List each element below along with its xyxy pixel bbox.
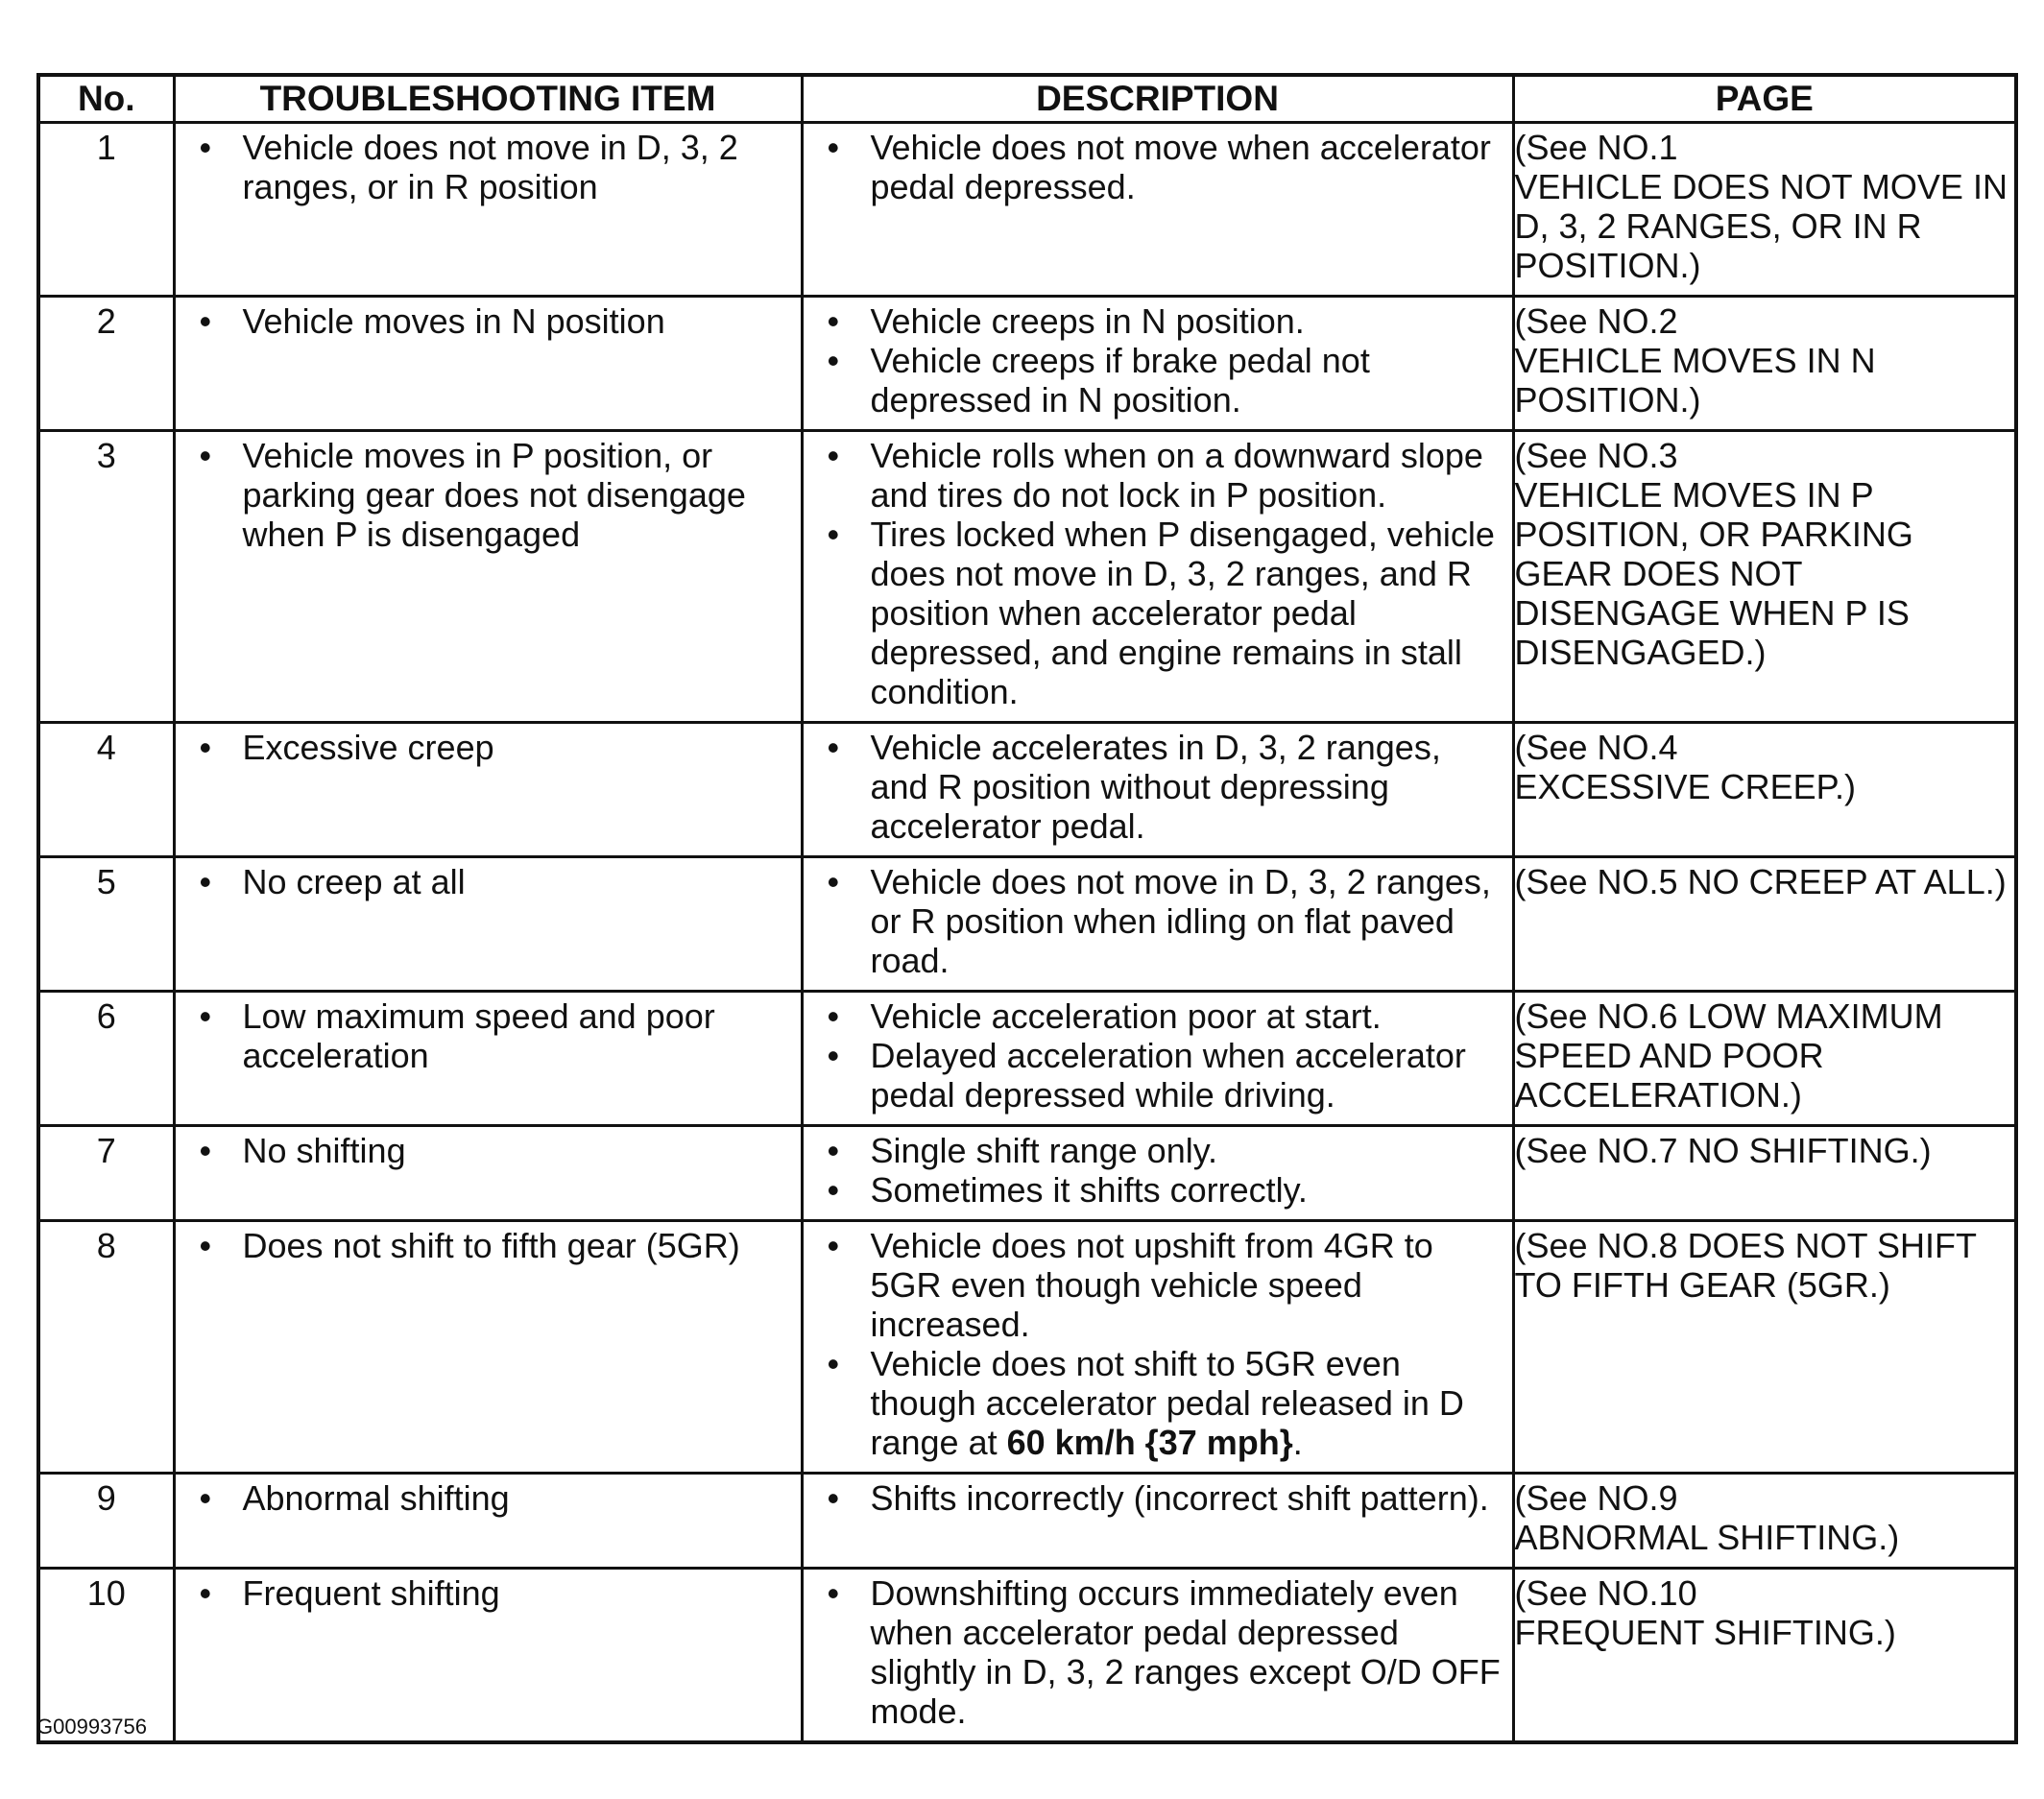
table-row [38,1126,2016,1221]
troubleshooting-item: • Does not shift to fifth gear (5GR) [176,1226,801,1265]
troubleshooting-item-cell [174,123,802,297]
page-reference-cell [1513,1221,2016,1474]
troubleshooting-item-cell [174,1221,802,1474]
troubleshooting-item: • Excessive creep [176,728,801,767]
description-text: Vehicle does not upshift from 4GR to 5GR even though vehicle speed increased. [870,1226,1433,1344]
description-item [804,728,1512,846]
page-reference: (See NO.7 NO SHIFTING.) [1514,1131,1932,1170]
page-reference: (See NO.1 VEHICLE DOES NOT MOVE IN D, 3, 2 RANGES, OR IN R POSITION.) [1514,128,2008,285]
description-text: Shifts incorrectly (incorrect shift pattern). [870,1478,1489,1518]
header-troubleshooting-item: TROUBLESHOOTING ITEM [174,75,802,123]
page-reference-cell [1513,1474,2016,1569]
description-item [804,1344,1512,1462]
description-cell [802,1569,1513,1743]
description-cell [802,1474,1513,1569]
page-reference-cell [1513,1569,2016,1743]
description-cell [802,431,1513,723]
description-text: Vehicle does not move in D, 3, 2 ranges, or R position when idling on flat paved road. [870,862,1491,980]
description-item [804,1226,1512,1344]
page-reference: (See NO.6 LOW MAXIMUM SPEED AND POOR ACCELERATION.) [1514,996,1943,1115]
page-reference-cell [1513,123,2016,297]
table-row [38,297,2016,431]
page-reference: (See NO.3 VEHICLE MOVES IN P POSITION, OR PARKING GEAR DOES NOT DISENGAGE WHEN P IS DISENGAGED.) [1514,436,1913,672]
table-row [38,1569,2016,1743]
description-item [804,1478,1512,1518]
row-number: 7 [38,1126,174,1221]
table-row [38,431,2016,723]
description-text: Vehicle creeps if brake pedal not depressed in N position. [870,341,1370,420]
troubleshooting-item: • Vehicle moves in P position, or parking gear does not disengage when P is disengaged [176,436,801,554]
description-text: Vehicle accelerates in D, 3, 2 ranges, and R position without depressing accelerator pedal. [870,728,1441,846]
row-number: 9 [38,1474,174,1569]
description-cell [802,723,1513,857]
description-emphasis: 60 km/h {37 mph} [1006,1423,1293,1462]
troubleshooting-item: • No shifting [176,1131,801,1170]
row-number: 2 [38,297,174,431]
page-reference-cell [1513,992,2016,1126]
description-item [804,996,1512,1036]
troubleshooting-item: • Vehicle does not move in D, 3, 2 ranges, or in R position [176,128,801,206]
description-text: Vehicle acceleration poor at start. [870,996,1382,1036]
row-number: 10 [38,1569,174,1743]
description-text: Tires locked when P disengaged, vehicle does not move in D, 3, 2 ranges, and R position when accelerator pedal depressed, and engine remains in stall condition. [870,515,1495,711]
page-reference: (See NO.9 ABNORMAL SHIFTING.) [1514,1478,1900,1557]
page-reference: (See NO.10 FREQUENT SHIFTING.) [1514,1573,1896,1652]
troubleshooting-item-cell [174,723,802,857]
description-item [804,515,1512,711]
page-reference: (See NO.8 DOES NOT SHIFT TO FIFTH GEAR (5GR.) [1514,1226,1977,1305]
page-reference-cell [1513,297,2016,431]
troubleshooting-item-cell [174,1126,802,1221]
table-header-row [38,75,2016,123]
description-text: Vehicle does not shift to 5GR even though accelerator pedal released in D range at [870,1344,1464,1462]
description-cell [802,297,1513,431]
description-item [804,301,1512,341]
table-row [38,857,2016,992]
description-text: Delayed acceleration when accelerator pedal depressed while driving. [870,1036,1466,1115]
description-text: Sometimes it shifts correctly. [870,1170,1308,1210]
description-cell [802,857,1513,992]
description-item [804,1170,1512,1210]
row-number: 1 [38,123,174,297]
page-reference-cell [1513,723,2016,857]
row-number: 4 [38,723,174,857]
description-text: Vehicle creeps in N position. [870,301,1305,341]
troubleshooting-item: • Low maximum speed and poor acceleration [176,996,801,1075]
troubleshooting-item-cell [174,1474,802,1569]
troubleshooting-item-cell [174,992,802,1126]
description-item [804,341,1512,420]
page-reference-cell [1513,1126,2016,1221]
table-row [38,1221,2016,1474]
row-number: 5 [38,857,174,992]
page-reference-cell [1513,431,2016,723]
description-item [804,1131,1512,1170]
description-text: Single shift range only. [870,1131,1218,1170]
row-number: 3 [38,431,174,723]
description-cell [802,992,1513,1126]
description-text: Vehicle rolls when on a downward slope and tires do not lock in P position. [870,436,1483,515]
description-cell [802,123,1513,297]
description-text: Downshifting occurs immediately even when accelerator pedal depressed slightly in D, 3, 2 ranges except O/D OFF mode. [870,1573,1501,1731]
troubleshooting-item: • Frequent shifting [176,1573,801,1613]
description-text-suffix: . [1292,1423,1303,1462]
row-number: 6 [38,992,174,1126]
description-cell [802,1126,1513,1221]
troubleshooting-item-cell [174,431,802,723]
row-number: 8 [38,1221,174,1474]
table-body [38,123,2016,1743]
page-reference: (See NO.5 NO CREEP AT ALL.) [1514,862,2007,901]
description-item [804,128,1512,206]
page-reference: (See NO.4 EXCESSIVE CREEP.) [1514,728,1856,806]
table-row [38,992,2016,1126]
table-row [38,1474,2016,1569]
troubleshooting-table [36,73,2018,1744]
figure-id: G00993756 [36,1715,147,1739]
description-item [804,1036,1512,1115]
header-no: No. [38,75,174,123]
troubleshooting-item-cell [174,1569,802,1743]
table-row [38,123,2016,297]
table-row [38,723,2016,857]
header-description: DESCRIPTION [802,75,1513,123]
header-page: PAGE [1513,75,2016,123]
description-item [804,1573,1512,1731]
description-text: Vehicle does not move when accelerator pedal depressed. [870,128,1491,206]
page-reference: (See NO.2 VEHICLE MOVES IN N POSITION.) [1514,301,1876,420]
troubleshooting-item-cell [174,857,802,992]
troubleshooting-item: • No creep at all [176,862,801,901]
troubleshooting-item-cell [174,297,802,431]
troubleshooting-item: • Vehicle moves in N position [176,301,801,341]
troubleshooting-item: • Abnormal shifting [176,1478,801,1518]
page-reference-cell [1513,857,2016,992]
description-cell [802,1221,1513,1474]
description-item [804,862,1512,980]
description-item [804,436,1512,515]
